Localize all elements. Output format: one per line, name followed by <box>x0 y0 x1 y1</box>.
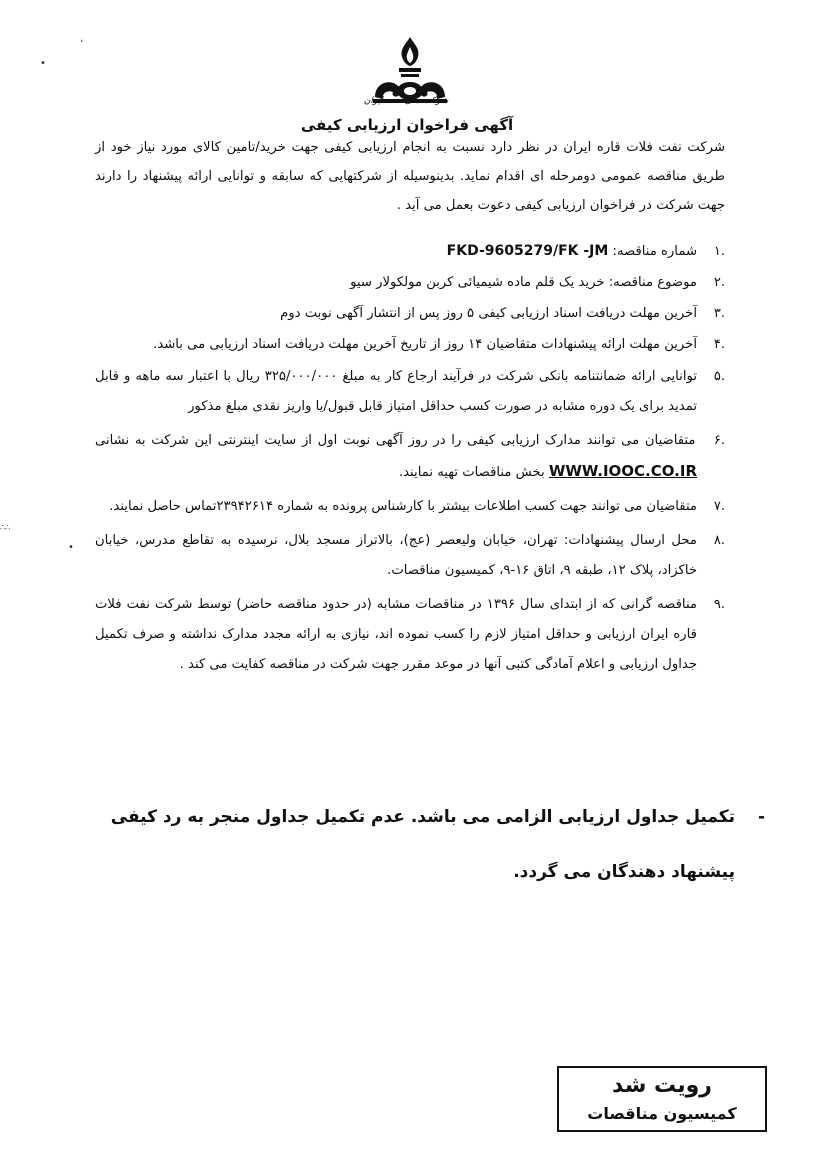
list-item <box>95 238 725 265</box>
scan-mark: ∴∴ <box>0 523 11 532</box>
item-number: .۷ <box>713 499 725 514</box>
item-text: مناقصه گرانی که از ابتدای سال ۱۳۹۶ در مناقصات مشابه (در حدود مناقصه حاضر) توسط شرکت نفت فلات قاره ایران ارزیابی و حداقل امتیاز لازم را کسب نموده اند، نیازی به ارائه مجدد مدارک نداشته و صرف تکمیل جداول ارزیابی و اعلام آمادگی کتبی آنها در موعد مقرر جهت شرکت در مناقصه کفایت می کند . <box>95 597 697 672</box>
final-notice <box>95 790 765 900</box>
item-text: توانایی ارائه ضمانتنامه بانکی شرکت در فرآیند ارجاع کار به مبلغ ۳۲۵/۰۰۰/۰۰۰ ریال با اعتبار سه ماهه و قابل تمدید برای یک دوره مشابه در صورت کسب حداقل امتیاز قابل قبول/یا واریز نقدی مبلغ مذکور <box>95 369 697 414</box>
list-item <box>95 590 725 680</box>
final-text: تکمیل جداول ارزیابی الزامی می باشد. عدم تکمیل جداول منجر به رد کیفی پیشنهاد دهندگان می گردد. <box>110 807 735 882</box>
list-item <box>95 362 725 422</box>
scan-mark: ، <box>80 34 84 45</box>
item-text: متقاضیان می توانند جهت کسب اطلاعات بیشتر با کارشناس پرونده به شماره ۲۳۹۴۲۶۱۴تماس حاصل نمایند. <box>109 499 697 514</box>
logo-caption: شرکت ملی نفت ایران <box>363 96 449 106</box>
item-number: .۹ <box>713 597 725 612</box>
item-text: آخرین مهلت دریافت اسناد ارزیابی کیفی ۵ روز پس از انتشار آگهی نوبت دوم <box>280 306 697 321</box>
list-item <box>95 331 725 358</box>
item-text: آخرین مهلت ارائه پیشنهادات متقاضیان ۱۴ روز از تاریخ آخرین مهلت دریافت اسناد ارزیابی می باشد. <box>153 337 697 352</box>
item-text: محل ارسال پیشنهادات: تهران، خیابان ولیعصر (عج)، بالاتراز مسجد بلال، نرسیده به تقاطع مدرس، خیابان خاکزاد، پلاک ۱۲، طبقه ۹، اتاق ۱۶-۹، کمیسیون مناقصات. <box>95 533 697 578</box>
stamp-subtitle: کمیسیون مناقصات <box>587 1104 737 1123</box>
list-item <box>95 426 725 488</box>
item-text: متقاضیان می توانند مدارک ارزیابی کیفی را در روز آگهی نوبت اول از سایت اینترنتی این شرکت به نشانی <box>95 433 696 448</box>
item-number: .۸ <box>713 533 725 548</box>
item-text: شماره مناقصه: <box>608 244 697 259</box>
item-number: .۶ <box>713 433 725 448</box>
intro-paragraph: شرکت نفت فلات قاره ایران در نظر دارد نسبت به انجام ارزیابی کیفی جهت خرید/تامین کالای مورد نیاز خود از طریق مناقصه عمومی دومرحله ای اقدام نماید. بدینوسیله از شرکتهایی که سابقه و توانایی ارائه پیشنهاد را دارند جهت شرکت در فراخوان ارزیابی کیفی دعوت بعمل می آید . <box>95 140 725 213</box>
scan-mark: • <box>40 58 46 69</box>
item-number: .۱ <box>713 244 725 259</box>
tender-number: FKD-9605279/FK -JM <box>446 243 609 259</box>
reviewed-stamp <box>557 1066 767 1132</box>
item-number: .۳ <box>713 306 725 321</box>
final-dash: - <box>757 807 765 827</box>
list-item <box>95 526 725 586</box>
scan-mark: • <box>68 542 74 553</box>
list-item <box>95 492 725 522</box>
item-text: موضوع مناقصه: خرید یک قلم ماده شیمیائی کربن مولکولار سیو <box>350 275 697 290</box>
item-number: .۴ <box>713 337 725 352</box>
item-text: بخش مناقصات تهیه نمایند. <box>398 465 545 480</box>
page-title: آگهی فراخوان ارزیابی کیفی <box>300 116 514 134</box>
item-number: .۲ <box>713 275 725 290</box>
stamp-title: رویت شد <box>612 1073 712 1098</box>
item-number: .۵ <box>713 369 725 384</box>
list-item <box>95 269 725 296</box>
list-item <box>95 300 725 327</box>
website-link[interactable]: WWW.IOOC.CO.IR <box>548 462 697 480</box>
conditions-list <box>95 238 725 684</box>
